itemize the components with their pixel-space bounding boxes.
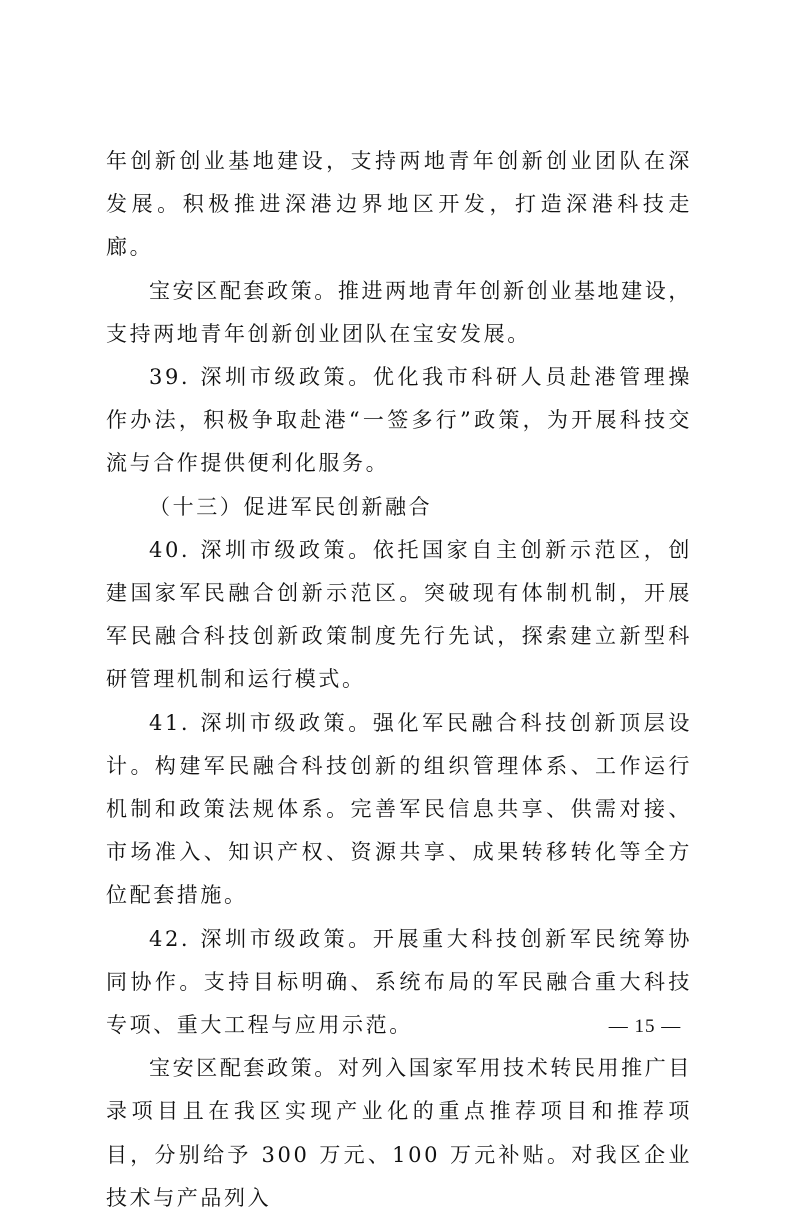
paragraph-baoan-policy-1: 宝安区配套政策。推进两地青年创新创业基地建设，支持两地青年创新创业团队在宝安发展。	[106, 278, 692, 346]
paragraph-baoan-policy-2: 宝安区配套政策。对列入国家军用技术转民用推广目录项目且在我区实现产业化的重点推荐项目和推荐项目，分别给予 300 万元、100 万元补贴。对我区企业技术与产品列入	[106, 1056, 692, 1210]
paragraph-item-41: 41. 深圳市级政策。强化军民融合科技创新顶层设计。构建军民融合科技创新的组织管理体系、工作运行机制和政策法规体系。完善军民信息共享、供需对接、市场准入、知识产权、资源共享、成果转移转化等全方位配套措施。	[106, 710, 692, 908]
paragraph-item-39: 39. 深圳市级政策。优化我市科研人员赴港管理操作办法，积极争取赴港“一签多行”政策，为开展科技交流与合作提供便利化服务。	[106, 365, 692, 476]
section-heading-13: （十三）促进军民创新融合	[149, 494, 433, 519]
paragraph-item-40: 40. 深圳市级政策。依托国家自主创新示范区，创建国家军民融合创新示范区。突破现有体制机制，开展军民融合科技创新政策制度先行先试，探索建立新型科研管理机制和运行模式。	[106, 537, 692, 692]
paragraph-continued: 年创新创业基地建设，支持两地青年创新创业团队在深发展。积极推进深港边界地区开发，打造深港科技走廊。	[106, 149, 692, 260]
page-number: — 15 —	[608, 1016, 682, 1037]
paragraph-item-42: 42. 深圳市级政策。开展重大科技创新军民统筹协同协作。支持目标明确、系统布局的军民融合重大科技专项、重大工程与应用示范。	[106, 926, 692, 1038]
document-body	[106, 140, 692, 1220]
